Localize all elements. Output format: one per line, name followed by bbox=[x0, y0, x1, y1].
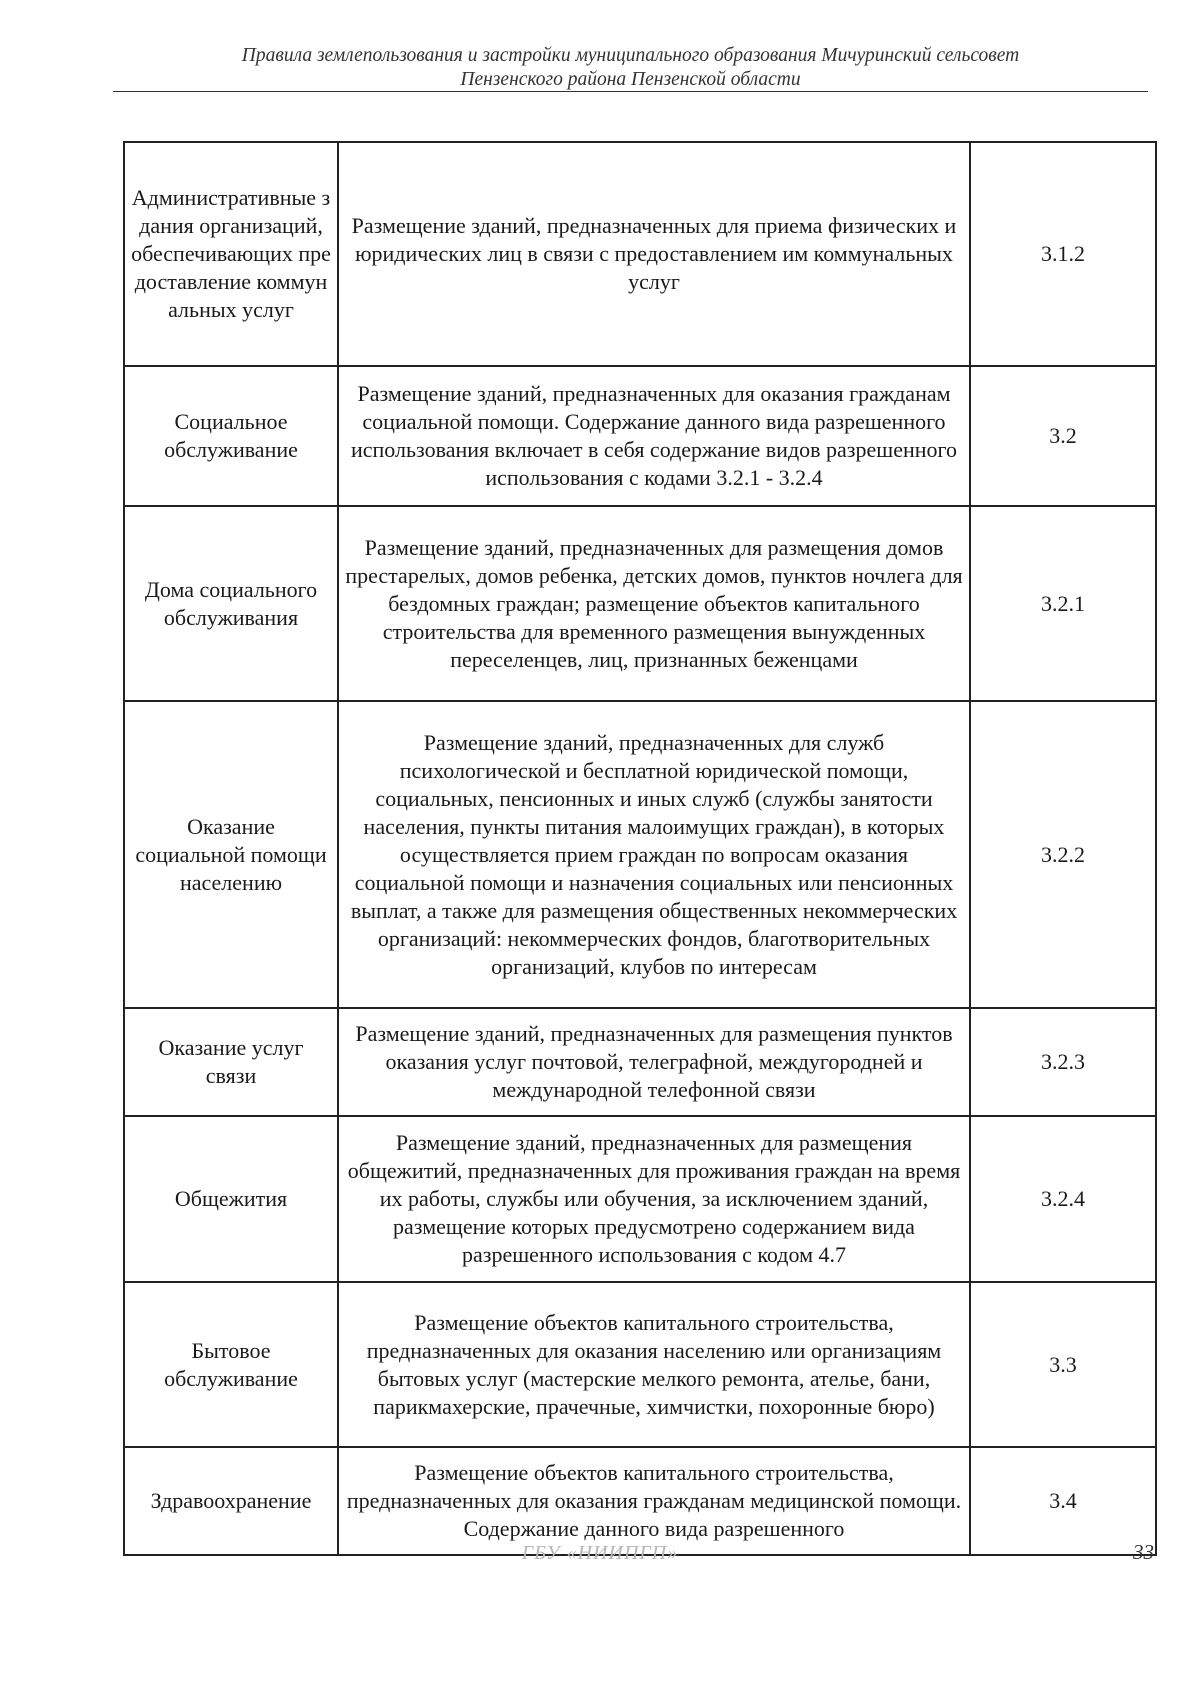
use-type-name: Социальное обслуживание bbox=[124, 366, 338, 506]
use-type-description: Размещение зданий, предназначенных для приема физических и юридических лиц в связи с предоставлением им коммунальных услуг bbox=[338, 142, 970, 366]
use-type-code: 3.1.2 bbox=[970, 142, 1156, 366]
table-row bbox=[124, 1447, 1156, 1555]
table-row bbox=[124, 506, 1156, 701]
use-type-description: Размещение зданий, предназначенных для оказания гражданам социальной помощи. Содержание данного вида разрешенного использования включает в себя содержание видов разрешенного использования с кодами 3.2.1 - 3.2.4 bbox=[338, 366, 970, 506]
use-type-description: Размещение зданий, предназначенных для служб психологической и бесплатной юридической помощи, социальных, пенсионных и иных служб (службы занятости населения, пункты питания малоимущих граждан), в которых осуществляется прием граждан по вопросам оказания социальной помощи и назначения социальных или пенсионных выплат, а также для размещения общественных некоммерческих организаций: некоммерческих фондов, благотворительных организаций, клубов по интересам bbox=[338, 701, 970, 1008]
use-type-code: 3.3 bbox=[970, 1282, 1156, 1447]
land-use-table bbox=[123, 141, 1157, 1556]
use-type-code: 3.2.3 bbox=[970, 1008, 1156, 1116]
use-type-description: Размещение зданий, предназначенных для размещения пунктов оказания услуг почтовой, телеграфной, междугородней и международной телефонной связи bbox=[338, 1008, 970, 1116]
header-line-2: Пензенского района Пензенской области bbox=[460, 69, 801, 90]
use-type-description: Размещение объектов капитального строительства, предназначенных для оказания гражданам медицинской помощи. Содержание данного вида разрешенного bbox=[338, 1447, 970, 1555]
table-row bbox=[124, 1116, 1156, 1282]
use-type-code: 3.2.1 bbox=[970, 506, 1156, 701]
use-type-code: 3.2.2 bbox=[970, 701, 1156, 1008]
table-row bbox=[124, 701, 1156, 1008]
table-row bbox=[124, 142, 1156, 366]
header-divider bbox=[113, 91, 1148, 92]
use-type-name: Административные здания организаций, обеспечивающих предоставление коммунальных услуг bbox=[124, 142, 338, 366]
use-type-code: 3.2.4 bbox=[970, 1116, 1156, 1282]
use-type-name: Бытовое обслуживание bbox=[124, 1282, 338, 1447]
use-type-code: 3.2 bbox=[970, 366, 1156, 506]
table-row bbox=[124, 1282, 1156, 1447]
use-type-description: Размещение объектов капитального строительства, предназначенных для оказания населению или организациям бытовых услуг (мастерские мелкого ремонта, ателье, бани, парикмахерские, прачечные, химчистки, похоронные бюро) bbox=[338, 1282, 970, 1447]
use-type-name: Общежития bbox=[124, 1116, 338, 1282]
page-number: 33 bbox=[1133, 1540, 1154, 1564]
use-type-name: Оказание услуг связи bbox=[124, 1008, 338, 1116]
footer-organization: ГБУ «НИИПГП» bbox=[521, 1542, 679, 1564]
use-type-name: Оказание социальной помощи населению bbox=[124, 701, 338, 1008]
table-row bbox=[124, 366, 1156, 506]
header-line-1: Правила землепользования и застройки муниципального образования Мичуринский сельсовет bbox=[241, 45, 1020, 66]
use-type-code: 3.4 bbox=[970, 1447, 1156, 1555]
page-header bbox=[113, 44, 1148, 92]
table-row bbox=[124, 1008, 1156, 1116]
use-type-description: Размещение зданий, предназначенных для размещения домов престарелых, домов ребенка, детских домов, пунктов ночлега для бездомных граждан; размещение объектов капитального строительства для временного размещения вынужденных переселенцев, лиц, признанных беженцами bbox=[338, 506, 970, 701]
use-type-name: Дома социального обслуживания bbox=[124, 506, 338, 701]
use-type-description: Размещение зданий, предназначенных для размещения общежитий, предназначенных для проживания граждан на время их работы, службы или обучения, за исключением зданий, размещение которых предусмотрено содержанием вида разрешенного использования с кодом 4.7 bbox=[338, 1116, 970, 1282]
use-type-name: Здравоохранение bbox=[124, 1447, 338, 1555]
